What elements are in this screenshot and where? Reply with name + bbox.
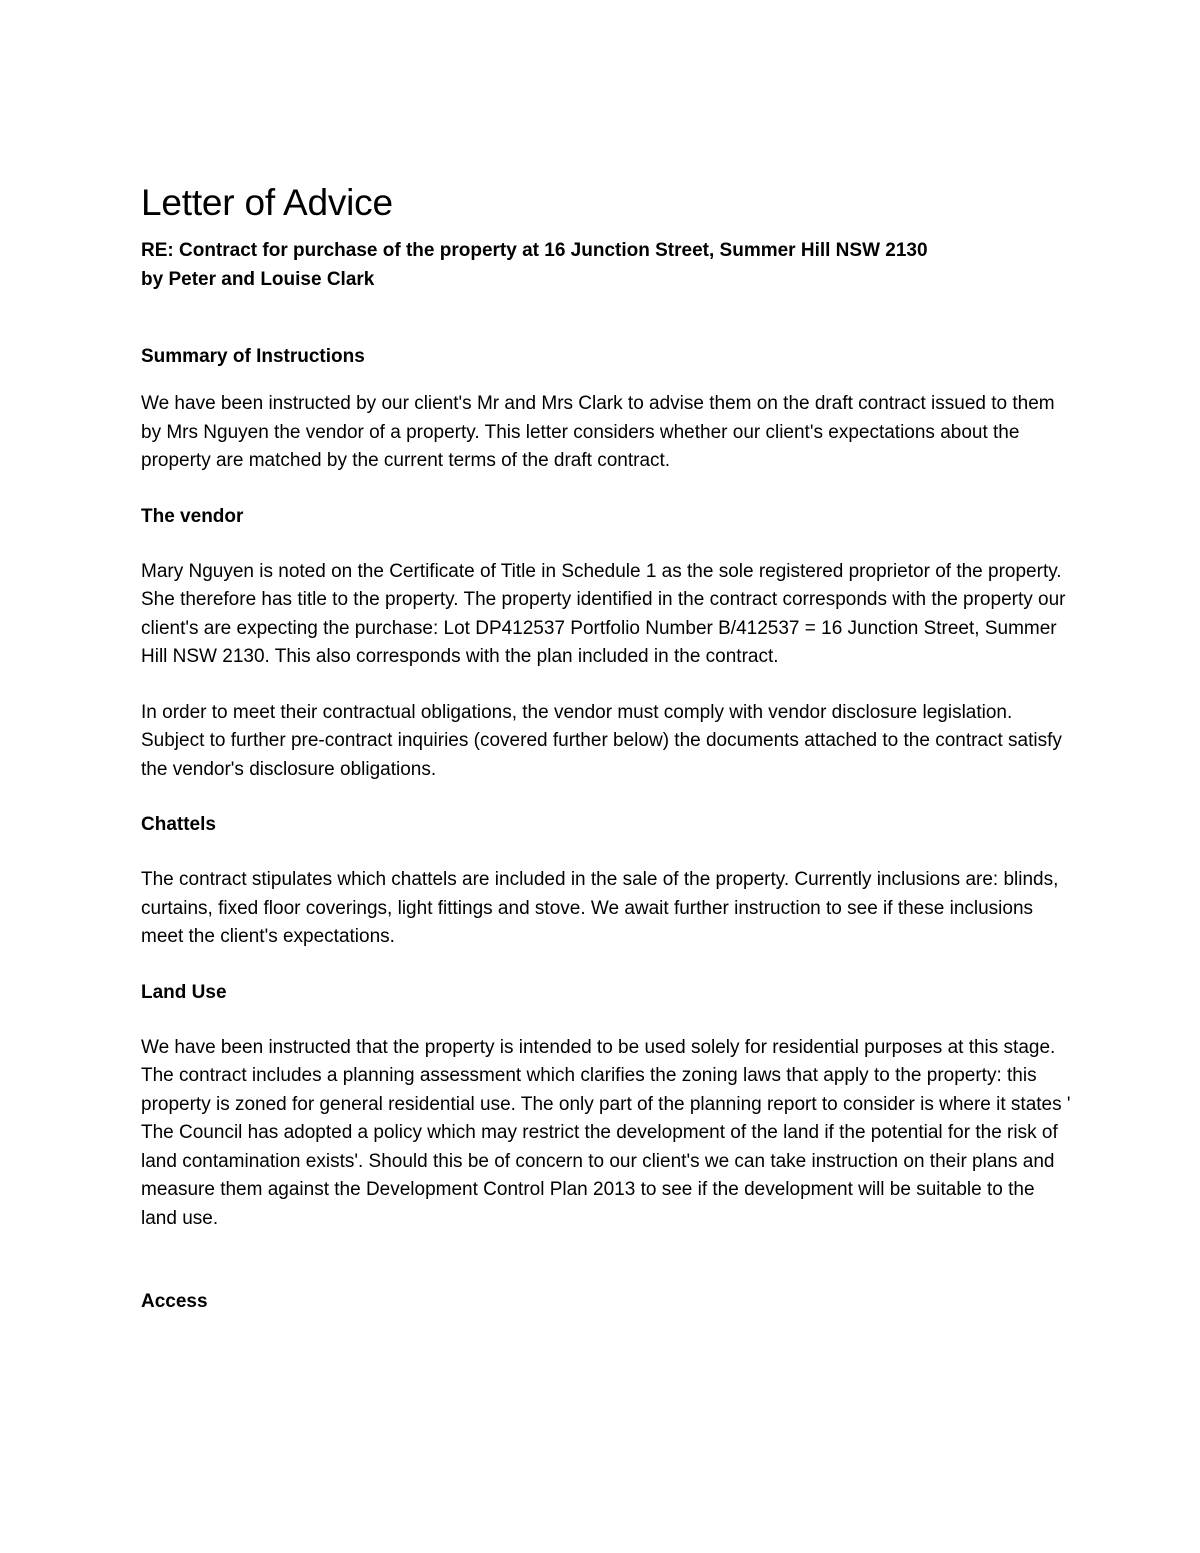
- heading-the-vendor: The vendor: [141, 505, 244, 527]
- paragraph-land-use: We have been instructed that the property is intended to be used solely for residential purposes at this stage. The contract includes a planning assessment which clarifies the zoning laws that apply to the property: this property is zoned for general residential use. The only part of the planning report to consider is where it states ' The Council has adopted a policy which may restrict the development of the land if the potential for the risk of land contamination exists'. Should this be of concern to our client's we can take instruction on their plans and measure them against the Development Control Plan 2013 to see if the development will be suitable to the land use.: [141, 1036, 1071, 1229]
- heading-land-use: Land Use: [141, 981, 227, 1003]
- paragraph-chattels: The contract stipulates which chattels are included in the sale of the property. Currently inclusions are: blinds, curtains, fixed floor coverings, light fittings and stove. We await further instruction to see if these inclusions meet the client's expectations.: [141, 869, 1059, 947]
- subtitle-line-2: by Peter and Louise Clark: [141, 269, 375, 290]
- document-subtitle: [141, 236, 1071, 294]
- subtitle-line-1: RE: Contract for purchase of the property at 16 Junction Street, Summer Hill NSW 2130: [141, 240, 928, 261]
- letter-page: [141, 178, 1071, 1316]
- paragraph-vendor-disclosure: In order to meet their contractual obligations, the vendor must comply with vendor disclosure legislation. Subject to further pre-contract inquiries (covered further below) the documents attached to the contract satisfy the vendor's disclosure obligations.: [141, 701, 1062, 780]
- heading-chattels: Chattels: [141, 814, 216, 835]
- heading-access: Access: [141, 1291, 208, 1312]
- heading-summary-of-instructions: Summary of Instructions: [141, 346, 365, 367]
- document-title: Letter of Advice: [141, 182, 393, 223]
- paragraph-vendor-title: Mary Nguyen is noted on the Certificate of Title in Schedule 1 as the sole registered proprietor of the property. She therefore has title to the property. The property identified in the contract corresponds with the property our client's are expecting the purchase: Lot DP412537 Portfolio Number B/412537 = 16 Junction Street, Summer Hill NSW 2130. This also corresponds with the plan included in the contract.: [141, 560, 1066, 667]
- paragraph-summary: We have been instructed by our client's Mr and Mrs Clark to advise them on the draft contract issued to them by Mrs Nguyen the vendor of a property. This letter considers whether our client's expectations about the property are matched by the current terms of the draft contract.: [141, 393, 1055, 471]
